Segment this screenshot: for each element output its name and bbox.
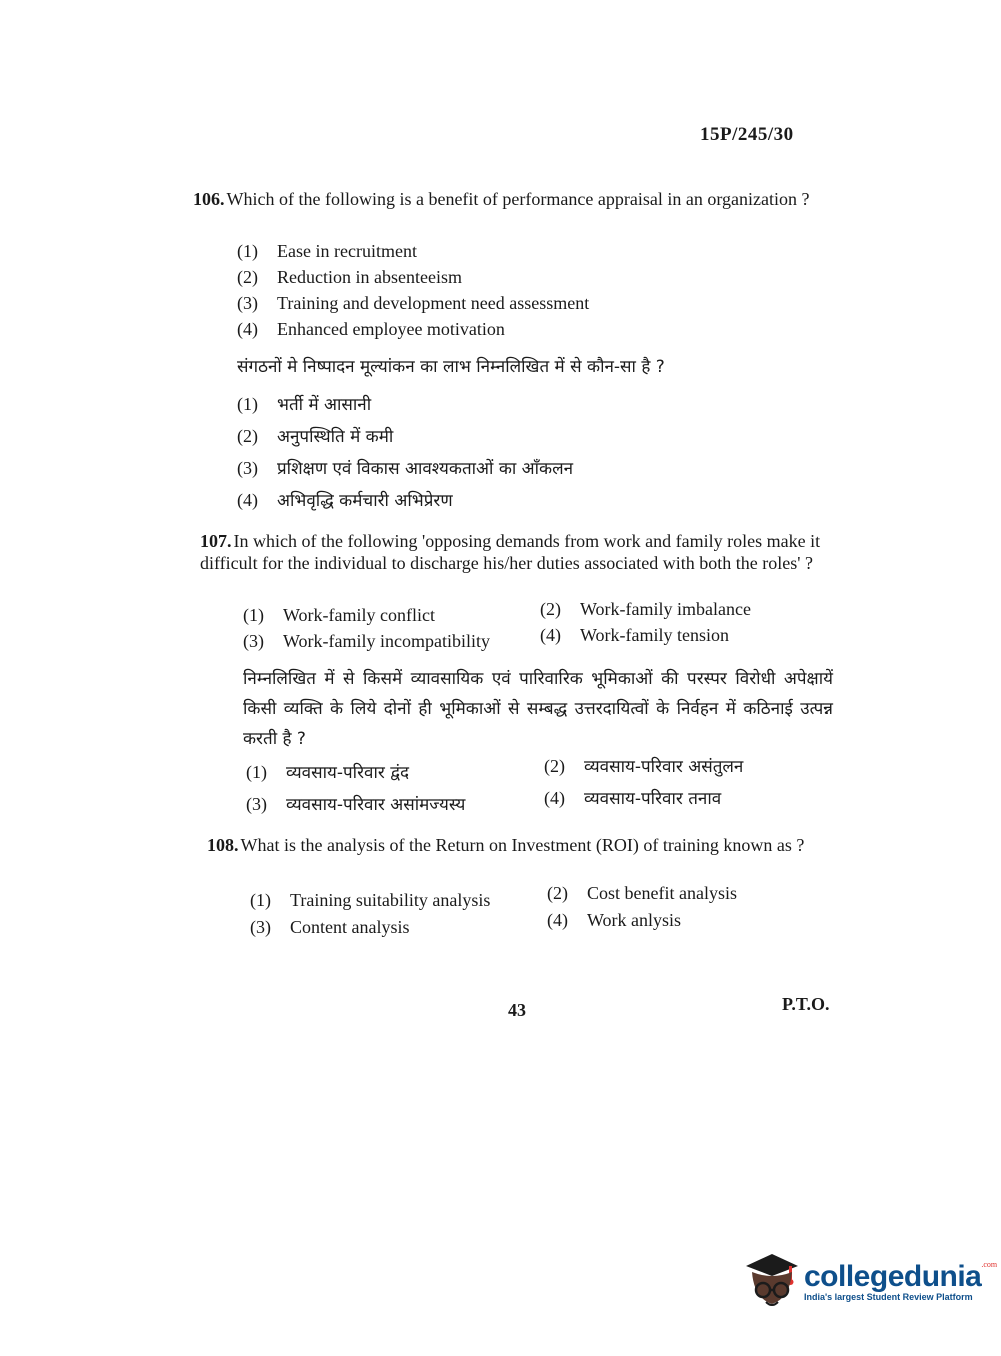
pto-label: P.T.O. bbox=[782, 994, 830, 1014]
option: (4) Enhanced employee motivation bbox=[237, 319, 505, 339]
option: (1) Ease in recruitment bbox=[237, 241, 417, 261]
question-number: 108. bbox=[207, 835, 239, 855]
collegedunia-logo bbox=[742, 1250, 997, 1312]
option: (1) व्यवसाय-परिवार द्वंद bbox=[246, 762, 410, 783]
question-107-hindi: निम्नलिखित में से किसमें व्यावसायिक एवं पारिवारिक भूमिकाओं की परस्पर विरोधी अपेक्षायें किसी व्यक्ति के लिये दोनों ही भूमिकाओं से सम्बद्ध उत्तरदायित्वों के निर्वहन में कठिनाई उत्पन्न करती है ? bbox=[243, 669, 833, 749]
option: (2) Cost benefit analysis bbox=[547, 883, 737, 903]
mascot-icon bbox=[742, 1250, 800, 1312]
option: (1) Work-family conflict bbox=[243, 605, 435, 625]
options-106-en bbox=[237, 238, 589, 342]
question-text: What is the analysis of the Return on Investment (ROI) of training known as ? bbox=[240, 835, 805, 855]
option: (1) Training suitability analysis bbox=[250, 890, 491, 910]
question-number: 107. bbox=[200, 531, 232, 551]
option: (3) व्यवसाय-परिवार असांमज्यस्य bbox=[246, 794, 466, 815]
question-text: In which of the following 'opposing demands from work and family roles make it difficult for the individual to discharge his/her duties associated with both the roles' ? bbox=[200, 531, 821, 573]
page-number: 43 bbox=[508, 1000, 526, 1020]
question-106 bbox=[193, 188, 823, 210]
brand-name: collegedunia bbox=[804, 1260, 982, 1293]
option: (1) भर्ती में आसानी bbox=[237, 394, 372, 415]
option: (2) Work-family imbalance bbox=[540, 599, 751, 619]
question-106-hindi: संगठनों मे निष्पादन मूल्यांकन का लाभ निम्नलिखित में से कौन-सा है ? bbox=[237, 357, 665, 377]
question-text: Which of the following is a benefit of performance appraisal in an organization ? bbox=[226, 189, 810, 209]
options-106-hi bbox=[237, 392, 573, 520]
option: (2) व्यवसाय-परिवार असंतुलन bbox=[544, 756, 744, 777]
question-107 bbox=[200, 530, 830, 574]
option: (4) अभिवृद्धि कर्मचारी अभिप्रेरण bbox=[237, 490, 453, 511]
option: (4) Work anlysis bbox=[547, 910, 682, 930]
option: (2) Reduction in absenteeism bbox=[237, 267, 462, 287]
brand-tagline: India's largest Student Review Platform bbox=[804, 1292, 973, 1302]
option: (2) अनुपस्थिति में कमी bbox=[237, 426, 394, 447]
option: (4) व्यवसाय-परिवार तनाव bbox=[544, 788, 722, 809]
option: (3) Training and development need assessment bbox=[237, 293, 590, 313]
brand-com: .com bbox=[981, 1260, 998, 1269]
question-108 bbox=[207, 834, 837, 856]
option: (3) Content analysis bbox=[250, 917, 410, 937]
paper-code: 15P/245/30 bbox=[700, 124, 794, 145]
question-number: 106. bbox=[193, 189, 225, 209]
option: (3) प्रशिक्षण एवं विकास आवश्यकताओं का आँकलन bbox=[237, 458, 574, 479]
option: (4) Work-family tension bbox=[540, 625, 730, 645]
option: (3) Work-family incompatibility bbox=[243, 631, 491, 651]
